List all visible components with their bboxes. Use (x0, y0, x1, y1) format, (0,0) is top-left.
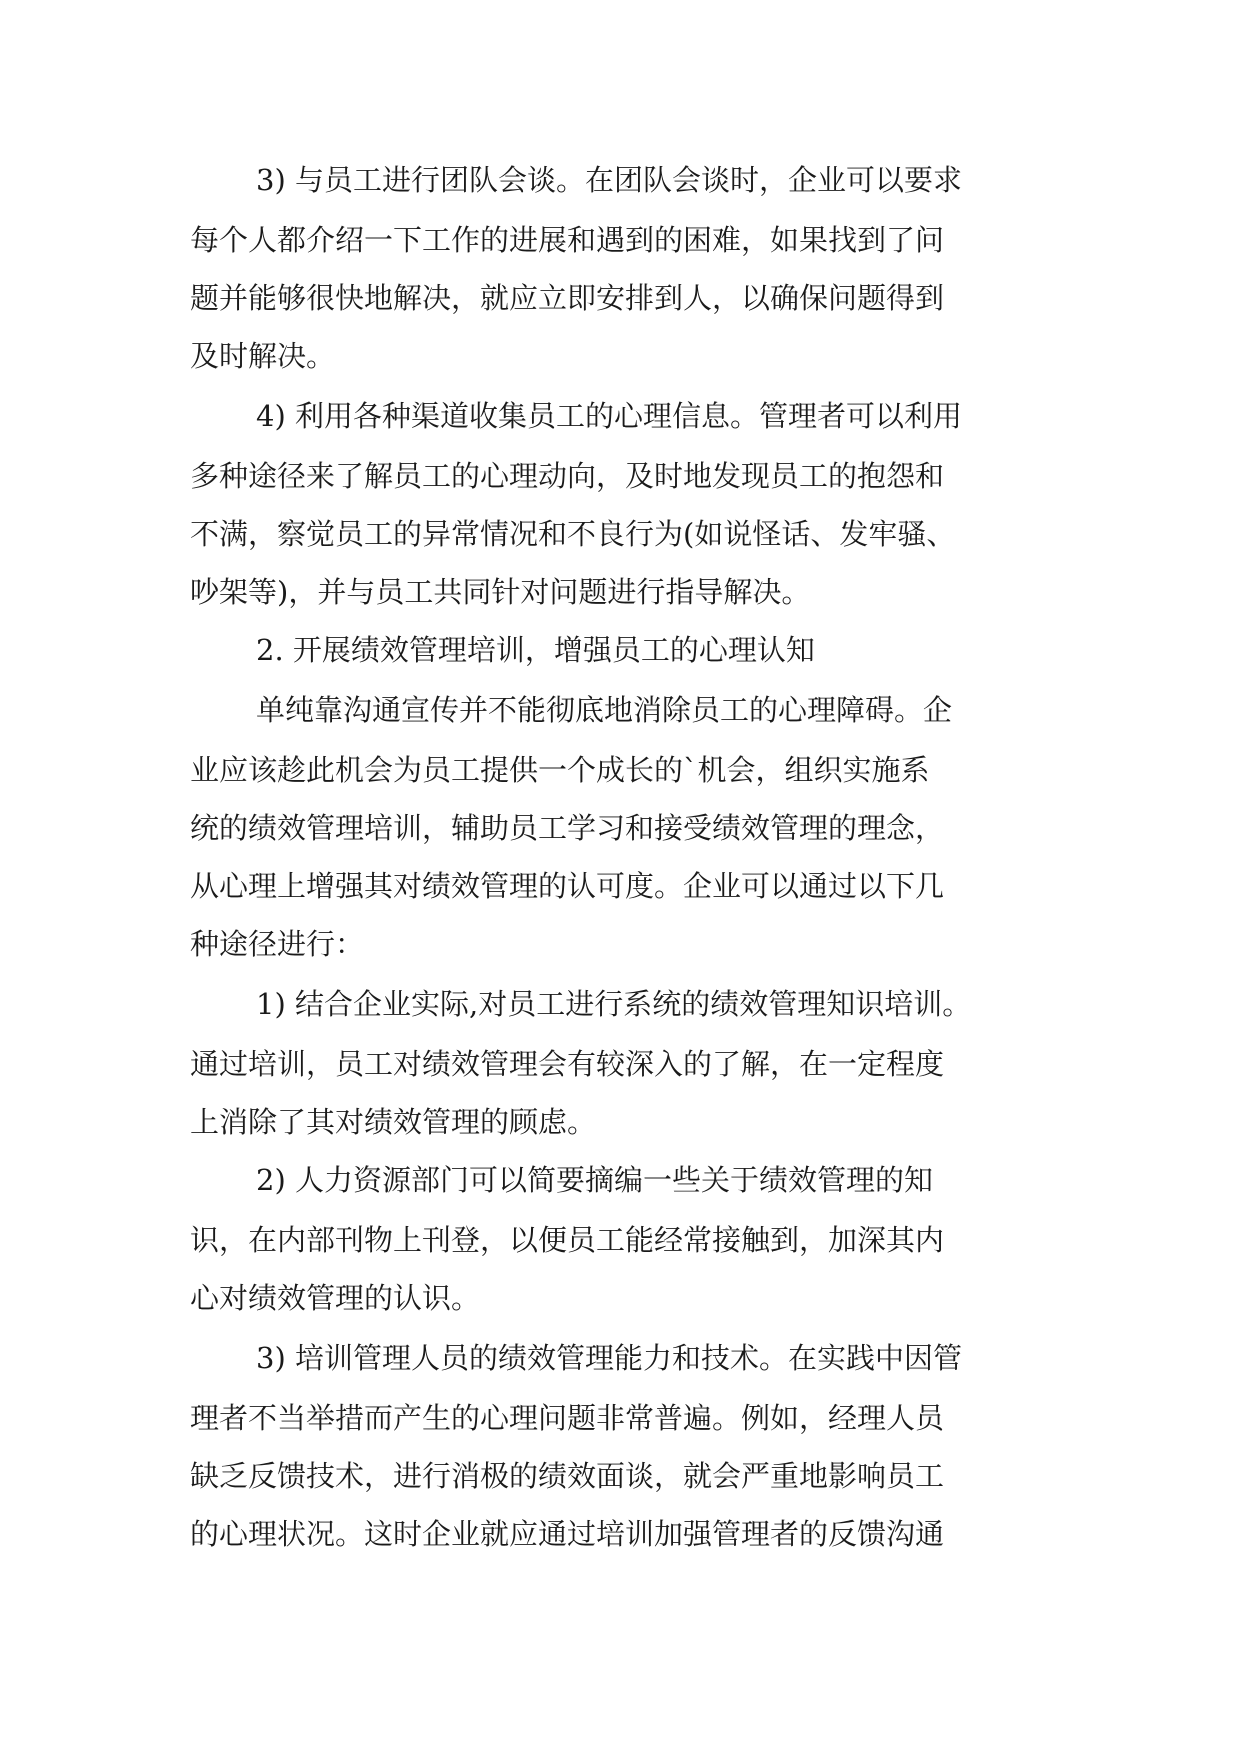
text-line: 及时解决。 (190, 339, 336, 373)
text-line: 多种途径来了解员工的心理动向，及时地发现员工的抱怨和 (190, 459, 945, 493)
text-line: 识，在内部刊物上刊登，以便员工能经常接触到，加深其内 (190, 1223, 945, 1257)
text-line: 3) 与员工进行团队会谈。在团队会谈时，企业可以要求 (256, 163, 962, 197)
text-line: 从心理上增强其对绩效管理的认可度。企业可以通过以下几 (190, 869, 945, 903)
text-line: 2) 人力资源部门可以简要摘编一些关于绩效管理的知 (256, 1163, 933, 1197)
text-line: 业应该趁此机会为员工提供一个成长的`机会，组织实施系 (190, 753, 930, 787)
text-line: 的心理状况。这时企业就应通过培训加强管理者的反馈沟通 (190, 1517, 945, 1551)
text-line: 缺乏反馈技术，进行消极的绩效面谈，就会严重地影响员工 (190, 1459, 945, 1493)
text-line: 不满，察觉员工的异常情况和不良行为(如说怪话、发牢骚、 (190, 517, 956, 551)
text-line: 题并能够很快地解决，就应立即安排到人，以确保问题得到 (190, 281, 945, 315)
text-line: 心对绩效管理的认识。 (190, 1281, 481, 1315)
text-line: 每个人都介绍一下工作的进展和遇到的困难，如果找到了问 (190, 223, 945, 257)
text-line: 理者不当举措而产生的心理问题非常普遍。例如，经理人员 (190, 1401, 945, 1435)
text-line: 4) 利用各种渠道收集员工的心理信息。管理者可以利用 (256, 399, 962, 433)
text-line: 3) 培训管理人员的绩效管理能力和技术。在实践中因管 (256, 1341, 962, 1375)
text-line: 吵架等)，并与员工共同针对问题进行指导解决。 (190, 575, 811, 609)
text-line: 上消除了其对绩效管理的顾虑。 (190, 1105, 597, 1139)
section-heading: 2. 开展绩效管理培训，增强员工的心理认知 (256, 633, 815, 667)
text-line: 单纯靠沟通宣传并不能彻底地消除员工的心理障碍。企 (256, 693, 953, 727)
text-line: 统的绩效管理培训，辅助员工学习和接受绩效管理的理念， (190, 811, 945, 845)
text-line: 1) 结合企业实际,对员工进行系统的绩效管理知识培训。 (256, 987, 972, 1021)
text-line: 通过培训，员工对绩效管理会有较深入的了解，在一定程度 (190, 1047, 945, 1081)
text-line: 种途径进行： (190, 927, 365, 961)
